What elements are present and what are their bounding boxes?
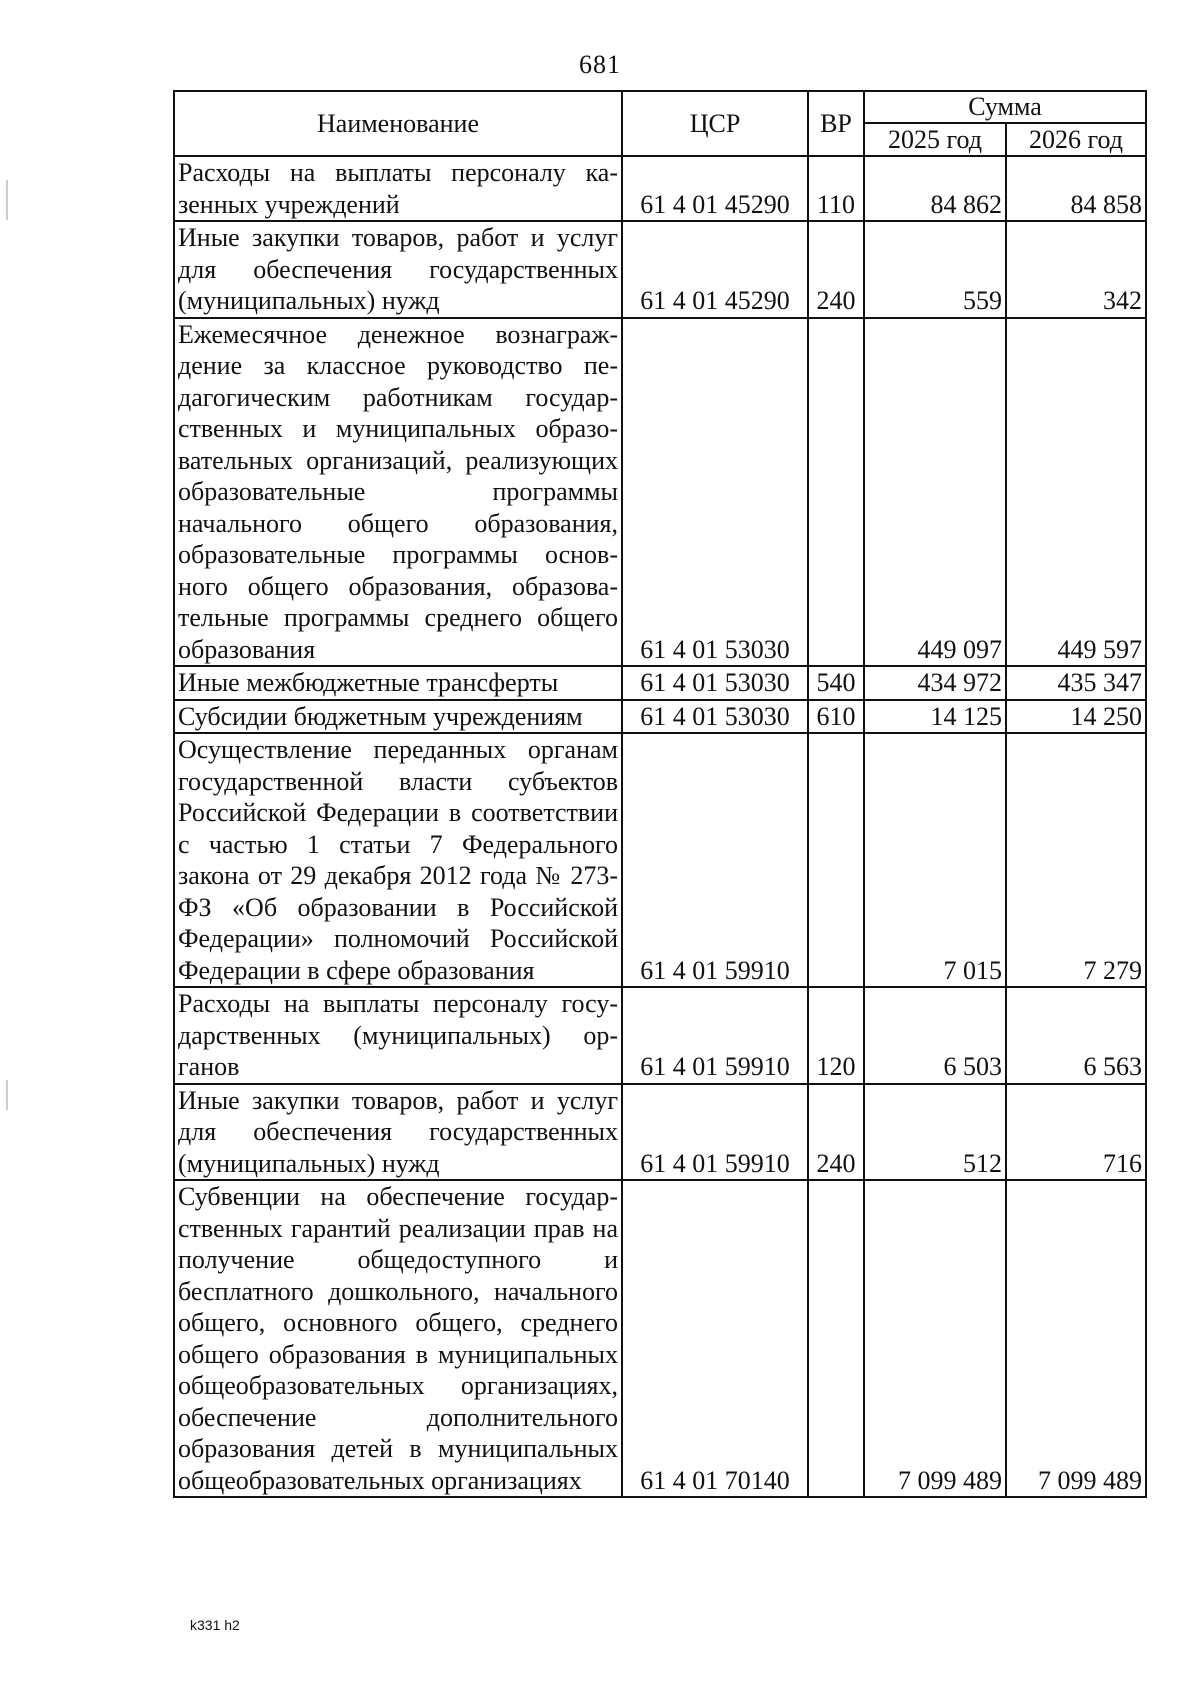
table-row: [174, 987, 1146, 1084]
row-sum-2025: 7 099 489: [864, 1180, 1006, 1497]
row-name: Осуществление переданных органам государственной власти субъектов Российской Федерации в соответствии с частью 1 статьи 7 Федерального закона от 29 декабря 2012 года № 273-ФЗ «Об образовании в Российской Федерации» полномочий Российской Федерации в сфере образования: [174, 733, 622, 987]
header-year-2026: 2026 год: [1006, 123, 1146, 156]
table-row: [174, 733, 1146, 987]
row-name: Иные закупки товаров, работ и услуг для обеспечения государственных (муниципальных) нужд: [174, 1084, 622, 1181]
row-sum-2026: 14 250: [1006, 700, 1146, 734]
budget-table: [173, 90, 1147, 1498]
row-csr: 61 4 01 45290: [622, 156, 808, 221]
row-csr: 61 4 01 53030: [622, 666, 808, 700]
row-csr: 61 4 01 70140: [622, 1180, 808, 1497]
table-row: [174, 221, 1146, 318]
row-vr: [808, 733, 864, 987]
row-sum-2026: 84 858: [1006, 156, 1146, 221]
row-sum-2026: 449 597: [1006, 318, 1146, 667]
row-csr: 61 4 01 59910: [622, 987, 808, 1084]
table-row: [174, 1180, 1146, 1497]
row-sum-2025: 6 503: [864, 987, 1006, 1084]
row-vr: 240: [808, 1084, 864, 1181]
row-vr: 610: [808, 700, 864, 734]
row-sum-2025: 14 125: [864, 700, 1006, 734]
table-row: [174, 700, 1146, 734]
row-sum-2026: 716: [1006, 1084, 1146, 1181]
row-vr: 240: [808, 221, 864, 318]
row-sum-2025: 559: [864, 221, 1006, 318]
row-sum-2026: 435 347: [1006, 666, 1146, 700]
row-name: Расходы на выплаты персоналу казенных учреждений: [174, 156, 622, 221]
row-vr: [808, 318, 864, 667]
row-vr: 120: [808, 987, 864, 1084]
row-name: Ежемесячное денежное вознаграждение за классное руководство педагогическим работникам государственных и муниципальных образовательных организаций, реализующих образовательные программы начального общего образования, образовательные программы основного общего образования, образовательные программы среднего общего образования: [174, 318, 622, 667]
row-name: Субвенции на обеспечение государственных гарантий реализации прав на получение общедоступного и бесплатного дошкольного, начального общего, основного общего, среднего общего образования в муниципальных общеобразовательных организациях, обеспечение дополнительного образования детей в муниципальных общеобразовательных организациях: [174, 1180, 622, 1497]
document-code: k331 h2: [190, 1617, 240, 1633]
header-vr: ВР: [808, 91, 864, 156]
row-sum-2026: 7 279: [1006, 733, 1146, 987]
header-name: Наименование: [174, 91, 622, 156]
table-row: [174, 666, 1146, 700]
row-sum-2025: 512: [864, 1084, 1006, 1181]
header-sum: Сумма: [864, 91, 1146, 123]
row-csr: 61 4 01 45290: [622, 221, 808, 318]
row-csr: 61 4 01 53030: [622, 318, 808, 667]
page-number: 681: [579, 50, 621, 79]
row-vr: [808, 1180, 864, 1497]
row-sum-2025: 449 097: [864, 318, 1006, 667]
row-vr: 110: [808, 156, 864, 221]
header-csr: ЦСР: [622, 91, 808, 156]
table-row: [174, 156, 1146, 221]
row-name: Иные закупки товаров, работ и услуг для обеспечения государственных (муниципальных) нужд: [174, 221, 622, 318]
row-csr: 61 4 01 59910: [622, 1084, 808, 1181]
row-sum-2025: 84 862: [864, 156, 1006, 221]
row-vr: 540: [808, 666, 864, 700]
row-sum-2026: 6 563: [1006, 987, 1146, 1084]
row-sum-2025: 7 015: [864, 733, 1006, 987]
row-name: Иные межбюджетные трансферты: [174, 666, 622, 700]
row-sum-2025: 434 972: [864, 666, 1006, 700]
scan-artifact: [6, 1080, 8, 1110]
row-csr: 61 4 01 53030: [622, 700, 808, 734]
row-sum-2026: 342: [1006, 221, 1146, 318]
scan-artifact: [6, 180, 8, 220]
row-csr: 61 4 01 59910: [622, 733, 808, 987]
header-year-2025: 2025 год: [864, 123, 1006, 156]
table-header: [174, 91, 1146, 156]
row-name: Субсидии бюджетным учреждениям: [174, 700, 622, 734]
table-row: [174, 1084, 1146, 1181]
row-sum-2026: 7 099 489: [1006, 1180, 1146, 1497]
table-body: [174, 156, 1146, 1497]
table-row: [174, 318, 1146, 667]
row-name: Расходы на выплаты персоналу государственных (муниципальных) органов: [174, 987, 622, 1084]
